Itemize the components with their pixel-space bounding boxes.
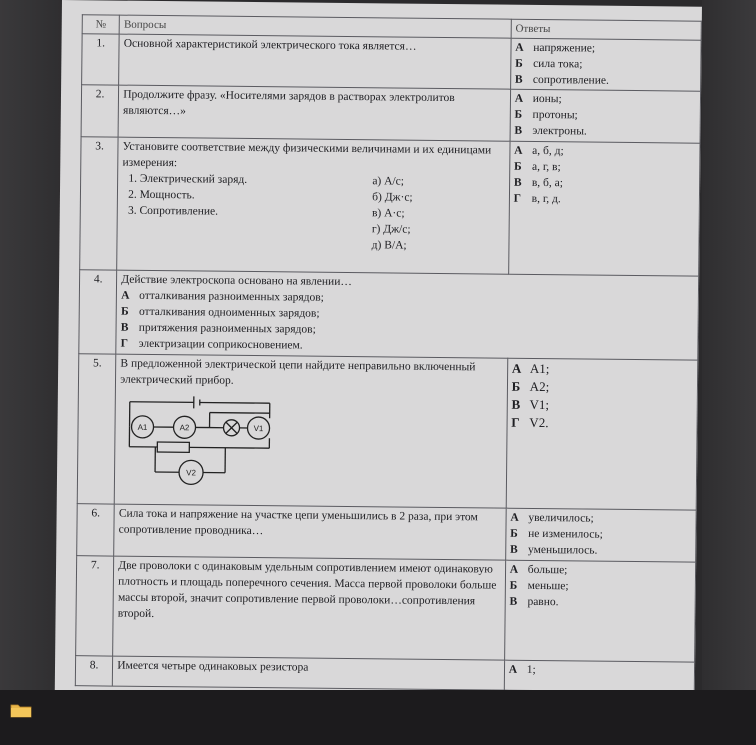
row-number: 1. [82, 34, 120, 85]
answer-options: А напряжение; Б сила тока; В сопротивление. [510, 38, 701, 91]
question-cell: Действие электроскопа основано на явлении… А отталкивания разноименных зарядов; Б отталкивания одноименных зарядов; В притяжения разноименных зарядов; Г электризации соприкосновением. [116, 270, 699, 360]
answer-options: А больше; Б меньше; В равно. [504, 560, 695, 662]
question-text: Сила тока и напряжение на участке цепи уменьшились в 2 раза, при этом сопротивление проводника… [114, 504, 506, 560]
question-text: Продолжите фразу. «Носителями зарядов в растворах электролитов являются…» [118, 85, 510, 141]
question-text: Две проволоки с одинаковым удельным сопротивлением имеют одинаковую плотность и площадь поперечного сечения. Масса первой проволоки больше массы второй, значит сопротивление первой проволоки…сопротивления второй. [113, 556, 506, 660]
header-num: № [82, 15, 119, 34]
table-row [75, 656, 694, 692]
question-cell [117, 137, 510, 274]
table-row [77, 354, 698, 510]
header-questions: Вопросы [119, 15, 511, 38]
monitor-bezel-right [702, 0, 756, 690]
table-row [82, 34, 702, 91]
circuit-diagram [119, 392, 290, 494]
table-row [76, 556, 696, 662]
label-v2: V2 [186, 468, 197, 478]
question-text: Имеется четыре одинаковых резистора [113, 656, 505, 690]
test-table [75, 14, 702, 692]
document-page [55, 0, 702, 697]
row-number: 7. [76, 556, 114, 656]
monitor-bezel-left [0, 0, 62, 690]
row-number: 5. [77, 354, 116, 504]
row-number: 2. [81, 85, 119, 137]
label-v1: V1 [253, 424, 264, 434]
table-row [79, 270, 699, 360]
row-number: 6. [77, 504, 115, 556]
matching-grid: 1. Электрический заряд. а) А/с; 2. Мощность. б) Дж·с; 3. Сопротивление. в) А·с; г) Дж/с; д) В/А; [127, 172, 413, 252]
label-a2: A2 [179, 423, 190, 433]
question-text: В предложенной электрической цепи найдите неправильно включенный электрический прибор. [120, 357, 476, 387]
question-text: Основной характеристикой электрического тока является… [119, 34, 511, 89]
header-answers: Ответы [511, 19, 701, 40]
answer-options: А увеличилось; Б не изменилось; В уменьшилось. [505, 508, 696, 562]
question-cell [114, 354, 507, 508]
row-number: 3. [80, 137, 119, 270]
answer-options: А а, б, д; Б а, г, в; В в, б, а; Г в, г, д. [508, 141, 700, 276]
answer-options: А 1; [504, 660, 695, 692]
label-a1: A1 [137, 422, 148, 432]
answer-options: А ионы; Б протоны; В электроны. [510, 89, 701, 143]
row-number: 4. [79, 270, 117, 354]
taskbar [0, 690, 756, 745]
answer-options: А A1; Б A2; В V1; Г V2. [506, 358, 698, 510]
table-row [77, 504, 697, 562]
row-number: 8. [75, 656, 113, 686]
folder-icon[interactable] [10, 702, 32, 718]
table-row [80, 137, 700, 276]
table-row [81, 85, 701, 143]
question-text: Установите соответствие между физическими величинами и их единицами измерения: [122, 140, 492, 170]
question-text: Действие электроскопа основано на явлении… [121, 273, 352, 289]
